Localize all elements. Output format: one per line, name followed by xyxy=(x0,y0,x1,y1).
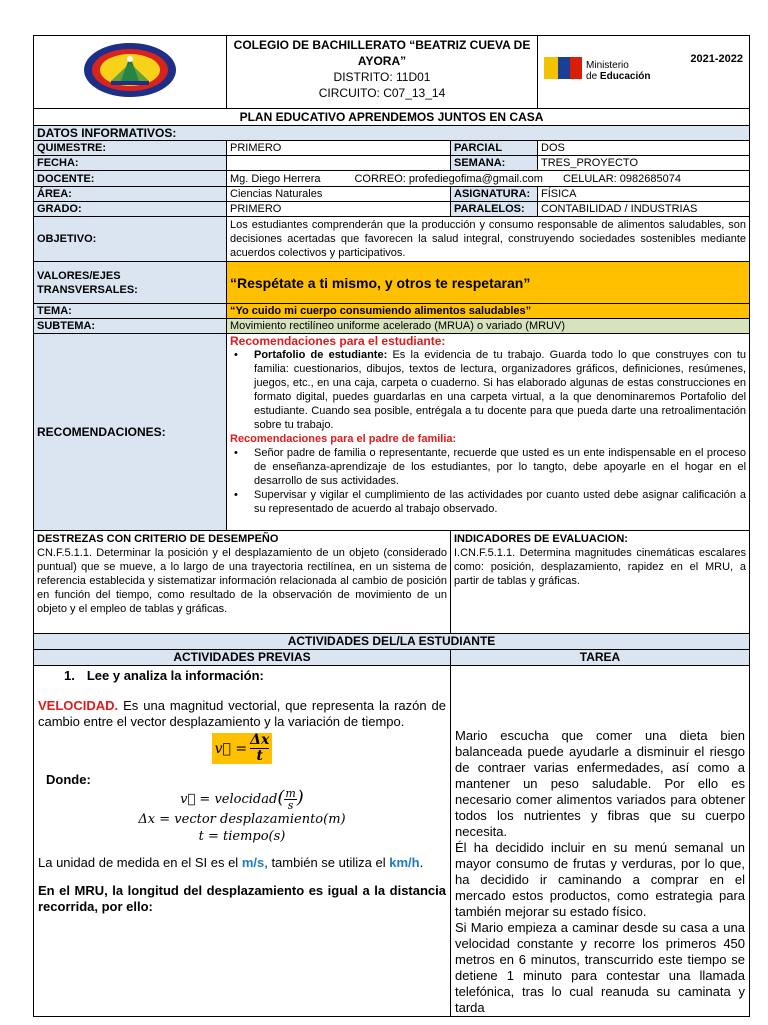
formula-denominator: t xyxy=(256,748,263,764)
rec-parent-item-1: • Señor padre de familia o representante, recuerde que usted es un ente indispensable en el proceso de enseñanza-aprendizaje de los estudiantes, por lo tangto, debe apoyarle en el hogar en el desarrollo de sus actividades. xyxy=(230,446,746,488)
docente-value xyxy=(227,171,750,187)
formula-lhs: v⃗ = xyxy=(214,740,248,757)
valores-value: “Respétate a ti mismo, y otros te respetaran” xyxy=(227,262,750,304)
ministry-line1: Ministerio xyxy=(586,60,629,71)
fecha-label: FECHA: xyxy=(34,156,227,171)
previas-title: ACTIVIDADES PREVIAS xyxy=(34,650,451,666)
objetivo-value: Los estudiantes comprenderán que la producción y consumo responsable de alimentos saludables, son decisiones acertadas que favorecen la salud integral, construyendo sociedades sostenibles mediante acuerdos colectivos y participativos. xyxy=(227,217,750,262)
velocity-definition: VELOCIDAD. Es una magnitud vectorial, que representa la razón de cambio entre el vector desplazamiento y la variación de tiempo. xyxy=(38,698,446,729)
circuit: CIRCUITO: C07_13_14 xyxy=(318,86,446,100)
paralelos-label: PARALELOS: xyxy=(451,202,538,217)
unit-ms: m/s xyxy=(241,855,265,870)
asignatura-label: ASIGNATURA: xyxy=(451,187,538,202)
district: DISTRITO: 11D01 xyxy=(333,70,431,84)
school-logo-cell xyxy=(34,36,227,109)
rec-student-title: Recomendaciones para el estudiante: xyxy=(230,334,446,348)
subtema-value: Movimiento rectilíneo uniforme acelerado (MRUA) o variado (MRUV) xyxy=(227,319,750,334)
destrezas-text: CN.F.5.1.1. Determinar la posición y el desplazamiento de un objeto (considerado puntual) que se mueve, a lo largo de una trayectoria rectilínea, en un sistema de referencia establecida y sistematizar información relacionada al cambio de posición en función del tiempo, como resultado de la observación de movimiento de un objeto y el empleo de tablas y gráficas. xyxy=(37,547,447,615)
valores-label: VALORES/EJES TRANSVERSALES: xyxy=(34,262,227,304)
def-displacement: Δx = vector desplazamiento(m) xyxy=(138,812,346,827)
docente-email: CORREO: profediegofima@gmail.com xyxy=(354,172,543,185)
school-year: 2021-2022 xyxy=(690,53,744,65)
plan-table xyxy=(33,35,750,1017)
semana-value: TRES_PROYECTO xyxy=(538,156,750,171)
subtema-label: SUBTEMA: xyxy=(34,319,227,334)
ministry-name xyxy=(586,60,650,82)
recomendaciones-content xyxy=(227,334,750,531)
velocity-formula xyxy=(38,733,446,764)
previas-item-1: 1. Lee y analiza la información: xyxy=(64,668,264,683)
asignatura-value: FÍSICA xyxy=(538,187,750,202)
fecha-value xyxy=(227,156,451,171)
plan-title: PLAN EDUCATIVO APRENDEMOS JUNTOS EN CASA xyxy=(34,109,750,126)
area-label: ÁREA: xyxy=(34,187,227,202)
objetivo-label: OBJETIVO: xyxy=(34,217,227,262)
docente-phone: CELULAR: 0982685074 xyxy=(562,172,681,185)
tema-label: TEMA: xyxy=(34,304,227,319)
tarea-content xyxy=(451,666,750,1017)
plan-document xyxy=(33,35,749,1025)
actividades-title: ACTIVIDADES DEL/LA ESTUDIANTE xyxy=(34,634,750,650)
donde-label: Donde: xyxy=(46,772,91,787)
def-velocity: v⃗ = velocidad( $\frac{m}{s}$ ) xyxy=(180,787,304,812)
grado-value: PRIMERO xyxy=(227,202,451,217)
ministry-logo-icon xyxy=(544,53,584,83)
indicadores-cell xyxy=(451,531,750,634)
parcial-label: PARCIAL xyxy=(451,141,538,156)
indicadores-title: INDICADORES DE EVALUACION: xyxy=(454,533,628,545)
unit-sentence: La unidad de medida en el SI es el m/s, también se utiliza el km/h. xyxy=(38,855,424,870)
mru-statement: En el MRU, la longitud del desplazamiento es igual a la distancia recorrida, por ello: xyxy=(38,883,446,914)
area-value: Ciencias Naturales xyxy=(227,187,451,202)
school-logo-icon xyxy=(81,41,179,99)
semana-label: SEMANA: xyxy=(451,156,538,171)
destrezas-cell xyxy=(34,531,451,634)
recomendaciones-label: RECOMENDACIONES: xyxy=(34,334,227,531)
rec-student-item: • Portafolio de estudiante: Es la evidencia de tu trabajo. Guarda todo lo que construyes con tu familia: cuestionarios, dibujos, textos de lectura, organizadores gráficos, definiciones, resúmenes, juegos, etc., en una caja, carpeta o cuaderno. Si has elaborado algunas de estas construcciones en formato digital, puedes guardarlas en una carpeta virtual, a la que denominaremos Portafolio del estudiante. Cuando sea posible, entrégala a tu docente para que pueda darte una retroalimentación sobre tu trabajo. xyxy=(230,348,746,432)
rec-parent-title: Recomendaciones para el padre de familia: xyxy=(230,433,457,445)
ministry-line2: de Educación xyxy=(586,71,651,82)
paralelos-value: CONTABILIDAD / INDUSTRIAS xyxy=(538,202,750,217)
rec-student-list xyxy=(230,348,746,432)
ministry-cell xyxy=(538,36,750,109)
docente-label: DOCENTE: xyxy=(34,171,227,187)
def-time: t = tiempo(s) xyxy=(198,829,286,844)
previas-content xyxy=(34,666,451,1017)
docente-name: Mg. Diego Herrera xyxy=(230,172,321,185)
rec-parent-item-2: • Supervisar y vigilar el cumplimiento de las actividades por cuanto usted debe asignar calificación a su representado de acuerdo al trabajo observado. xyxy=(230,488,746,516)
tarea-text: Mario escucha que comer una dieta bien balanceada puede ayudarle a disminuir el riesgo de contraer varias enfermedades, así como a mantener un peso saludable. Por ello es necesario comer alimentos variados para obtener todos los nutrientes y fibras que su cuerpo necesita. Él ha decidido incluir en su menú semanal un mayor consumo de frutas y verduras, por lo que, ha decidido ir caminando a comprar en el mercado estos productos, como estrategia para también mejorar su estado físico. Si Mario empieza a caminar desde su casa a una velocidad constante y recorre los primeros 450 metros en 6 minutos, transcurrido este tiempo se detiene 1 minuto para contestar una llamada telefónica, tras lo cual reanuda su caminata y tarda xyxy=(455,728,746,1015)
destrezas-title: DESTREZAS CON CRITERIO DE DESEMPEÑO xyxy=(37,533,279,545)
school-info xyxy=(227,36,538,109)
info-title: DATOS INFORMATIVOS: xyxy=(34,126,750,141)
parcial-value: DOS xyxy=(538,141,750,156)
indicadores-text: I.CN.F.5.1.1. Determina magnitudes cinemáticas escalares como: posición, desplazamiento, rapidez en el MRU, a partir de tablas y gráficas. xyxy=(454,547,747,587)
school-name: COLEGIO DE BACHILLERATO “BEATRIZ CUEVA DE AYORA” xyxy=(233,38,531,68)
velocity-term: VELOCIDAD. xyxy=(38,698,119,713)
rec-parent-list xyxy=(230,446,746,516)
quimestre-label: QUIMESTRE: xyxy=(34,141,227,156)
quimestre-value: PRIMERO xyxy=(227,141,451,156)
formula-numerator: Δx xyxy=(250,732,270,748)
grado-label: GRADO: xyxy=(34,202,227,217)
tarea-title: TAREA xyxy=(451,650,750,666)
unit-kmh: km/h xyxy=(389,855,420,870)
tema-value: “Yo cuido mi cuerpo consumiendo alimentos saludables” xyxy=(227,304,750,319)
